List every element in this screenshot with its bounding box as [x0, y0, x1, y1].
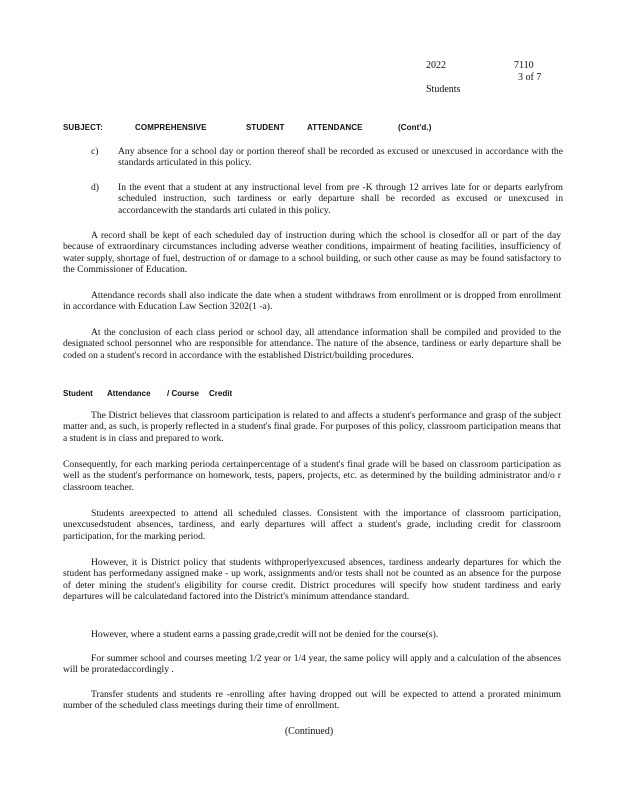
paragraph-summer-school: For summer school and courses meeting 1/2 year or 1/4 year, the same policy will apply and a calculation of the absences will be proratedaccordingly . [63, 653, 561, 676]
paragraph-withdrawal: Attendance records shall also indicate the date when a student withdraws from enrollment or is dropped from enrollment in accordance with Education Law Section 3202(1 -a). [63, 290, 561, 313]
subheading-word: Credit [209, 389, 233, 398]
subheading-word: Student [63, 389, 93, 398]
subject-label: SUBJECT: [63, 123, 103, 132]
page-number: 3 of 7 [518, 72, 542, 83]
paragraph-excused: However, it is District policy that students withproperlyexcused absences, tardiness andearly departures for which the student has performedany assigned make - up work, assignments and/or tests shall not be counted as an absence for the purpose of deter mining the student's eligibility for course credit. District procedures will specify how student tardiness and early departures will be calculatedand factored into the District's minimum attendance standard. [63, 557, 561, 603]
paragraph-expected: Students areexpected to attend all scheduled classes. Consistent with the importance of classroom participation, unexcusedstudent absences, tardiness, and early departures will affect a student's grade, including credit for classroom participation, for the marking period. [63, 508, 561, 542]
continued-note: (Continued) [284, 726, 334, 737]
paragraph-closed-days: A record shall be kept of each scheduled day of instruction during which the school is closedfor all or part of the day because of extraordinary circumstances including adverse weather conditions, impairment of heating facilities, insufficiency of water supply, shortage of fuel, destruction of or damage to a school building, or such other cause as may be found satisfactory to the Commissioner of Education. [63, 230, 561, 276]
paragraph-class-period: At the conclusion of each class period or school day, all attendance information shall be compiled and provided to the designated school personnel who are responsible for attendance. The nature of the absence, tardiness or early departure shall be coded on a student's record in accordance with the established District/building procedures. [63, 327, 561, 361]
section-name: Students [426, 84, 461, 95]
paragraph-transfer: Transfer students and students re -enrolling after having dropped out will be expected to attend a prorated minimum number of the scheduled class meetings during their time of enrollment. [63, 689, 561, 712]
subject-contd: (Cont'd.) [398, 123, 432, 132]
header-year: 2022 [426, 60, 446, 71]
paragraph-passing-grade: However, where a student earns a passing grade,credit will not be denied for the course(s). [91, 629, 439, 640]
paragraph-consequently: Consequently, for each marking perioda certainpercentage of a student's final grade will be based on classroom participation as well as the student's performance on homework, tests, papers, projects, etc. as determined by the building administrator and/o r classroom teacher. [63, 459, 561, 493]
subject-word-student: STUDENT [246, 123, 285, 132]
list-item-text: In the event that a student at any instructional level from pre -K through 12 arrives late for or departs earlyfrom scheduled instruction, such tardiness or early departure shall be recorded as excused or unexcused in accordancewith the standards arti culated in this policy. [118, 182, 563, 216]
subheading-word: / Course [167, 389, 200, 398]
list-item-label: d) [91, 182, 99, 193]
paragraph-beliefs: The District believes that classroom participation is related to and affects a student's performance and grasp of the subject matter and, as such, is properly reflected in a student's final grade. For purposes of this policy, classroom participation means that a student is in class and prepared to work. [63, 410, 561, 444]
policy-code: 7110 [514, 60, 534, 71]
subheading-word: Attendance [107, 389, 151, 398]
list-item-text: Any absence for a school day or portion thereof shall be recorded as excused or unexcused in accordance with the standards articulated in this policy. [118, 146, 563, 169]
list-item-label: c) [91, 146, 99, 157]
subject-word-attendance: ATTENDANCE [307, 123, 363, 132]
subject-word-comprehensive: COMPREHENSIVE [135, 123, 207, 132]
